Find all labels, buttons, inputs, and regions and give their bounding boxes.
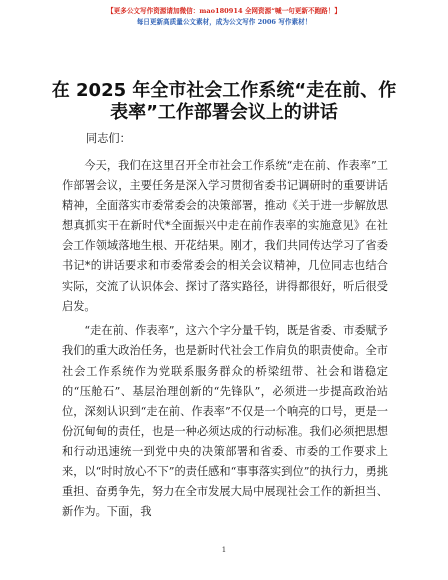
page-number: 1 (221, 546, 227, 554)
promo-banner-line-1: 【更多公文写作资源请加微信：mao180914 全网资源“喊一句更新不跑路！】 (107, 7, 341, 15)
document-title: 在 2025 年全市社会工作系统“走在前、作表率”工作部署会议上的讲话 (51, 80, 397, 123)
paragraph: “走在前、作表率”，这六个字分量千钧，既是省委、市委赋予我们的重大政治任务，也是新时代社会工作肩负的职责使命。全市社会工作系统作为党联系服务群众的桥梁纽带、社会和谐稳定的“压舱石”、基层治理创新的“先锋队”，必须进一步提高政治站位，深刻认识到“走在前、作表率”不仅是一个响亮的口号，更是一份沉甸甸的责任，也是一种必须达成的行动标准。我们必须把思想和行动迅速统一到党中央的决策部署和省委、市委的工作要求上来，以“时时放心不下”的责任感和“事事落实到位”的执行力，勇挑重担、奋勇争先，努力在全市发展大局中展现社会工作的新担当、新作为。下面，我 (62, 324, 388, 519)
paragraph: 今天，我们在这里召开全市社会工作系统“走在前、作表率”工作部署会议，主要任务是深入学习贯彻省委书记调研时的重要讲话精神，全面落实市委常委会的决策部署，推动《关于进一步解放思想真抓实干在新时代*全面振兴中走在前作表率的实施意见》在社会工作领域落地生根、开花结果。刚才，我们共同传达学习了省委书记*的讲话要求和市委常委会的相关会议精神，几位同志也结合实际，交流了认识体会、探讨了落实路径，讲得都很好，听后很受启发。 (62, 159, 388, 313)
salutation: 同志们： (86, 132, 131, 145)
promo-banner (0, 6, 448, 28)
promo-banner-line-2: 每日更新高质量公文素材，成为公文写作 2006 写作素材！ (136, 18, 312, 26)
document-body (62, 156, 388, 527)
